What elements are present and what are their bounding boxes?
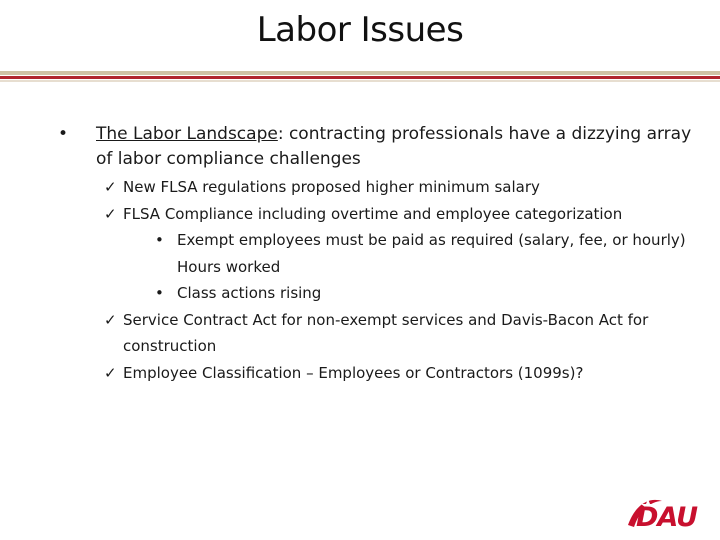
labor-landscape-term: The Labor Landscape (96, 124, 278, 144)
sub-bullet-class-actions (52, 280, 692, 307)
check-item-text: Service Contract Act for non-exempt services and Davis-Bacon Act for construction (123, 310, 649, 355)
dau-logo (626, 493, 706, 531)
checkmark-icon: ✓ (104, 363, 117, 382)
title-rule-red (0, 76, 720, 79)
bullet-labor-landscape (52, 122, 692, 172)
bullet-dot: • (155, 284, 164, 302)
dau-logo-text: DAU (636, 502, 698, 531)
check-item-employee-classification (52, 360, 692, 387)
sub-bullet-exempt-employees (52, 227, 692, 280)
labor-landscape-description: : contracting professionals have a dizzying array of labor compliance challenges (96, 124, 692, 169)
sub-bullet-text: Class actions rising (177, 284, 322, 302)
check-item-text: Employee Classification – Employees or Contractors (1099s)? (123, 363, 584, 382)
title-rule-top (0, 71, 720, 75)
checkmark-icon: ✓ (104, 178, 117, 196)
slide-title: Labor Issues (256, 10, 464, 50)
check-item-service-contract-act (52, 307, 692, 360)
slide-body (52, 122, 692, 386)
checkmark-icon: ✓ (104, 310, 117, 329)
check-item-flsa-compliance (52, 201, 692, 228)
check-item-flsa-regulations (52, 174, 692, 201)
check-item-text: FLSA Compliance including overtime and employee categorization (123, 204, 623, 223)
bullet-dot: • (155, 231, 164, 249)
sub-bullet-text: Exempt employees must be paid as required (salary, fee, or hourly) Hours worked (177, 231, 686, 276)
bullet-dot: • (58, 124, 69, 144)
title-rule-bottom (0, 80, 720, 82)
check-item-text: New FLSA regulations proposed higher minimum salary (123, 178, 540, 196)
checkmark-icon: ✓ (104, 204, 117, 223)
